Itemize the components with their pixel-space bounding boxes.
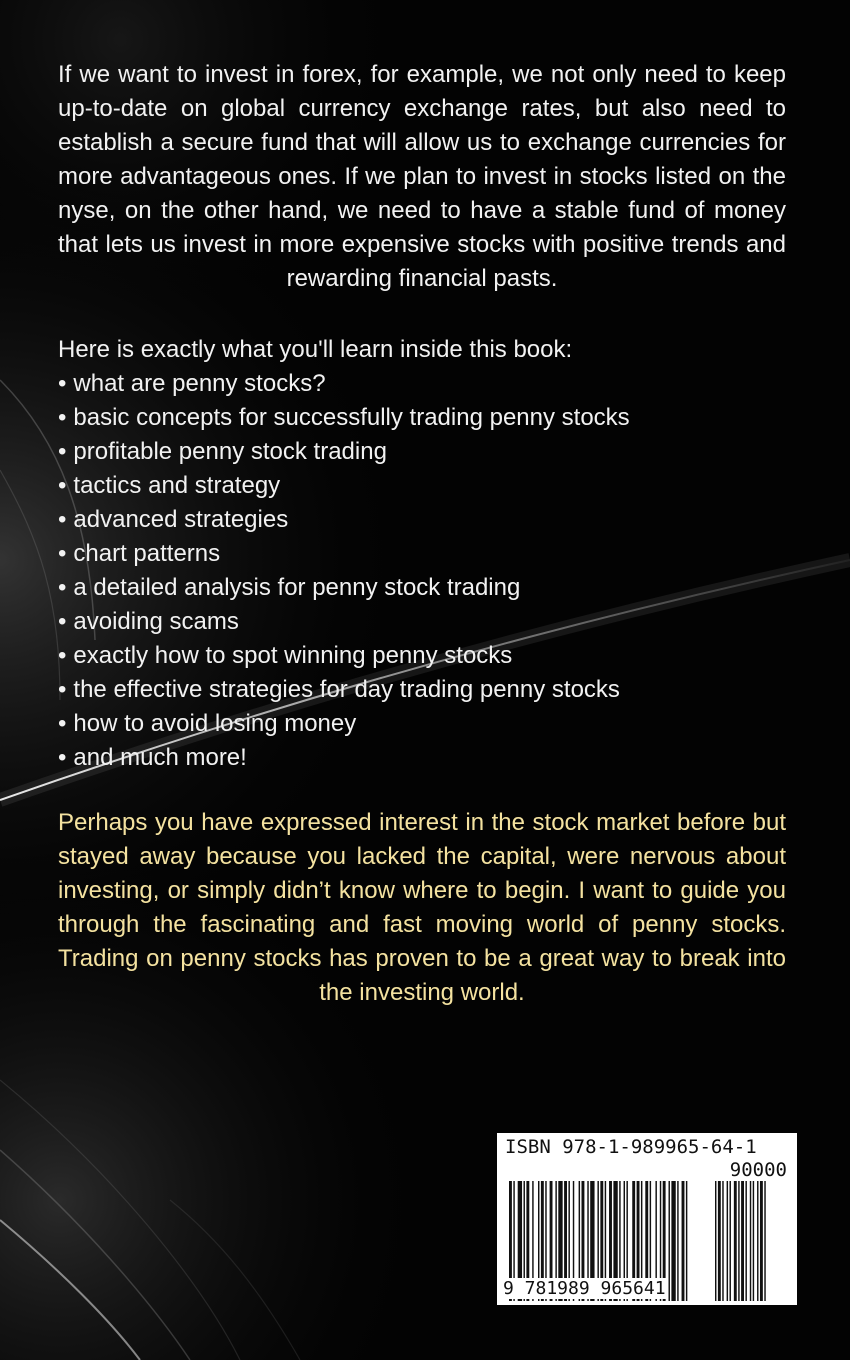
intro-paragraph: If we want to invest in forex, for example, we not only need to keep up-to-date on global currency exchange rates, but also need to establish a secure fund that will allow us to exchange currencies for more advantageous ones. If we plan to invest in stocks listed on the nyse, on the other hand, we need to have a stable fund of money that lets us invest in more expensive stocks with positive trends and rewarding financial pasts. bbox=[58, 61, 786, 292]
barcode-bar bbox=[730, 1181, 731, 1301]
list-item: • exactly how to spot winning penny stocks bbox=[58, 639, 786, 673]
barcode-bar bbox=[677, 1181, 678, 1301]
list-item: • basic concepts for successfully trading penny stocks bbox=[58, 401, 786, 435]
closing-paragraph: Perhaps you have expressed interest in the stock market before but stayed away because you lacked the capital, were nervous about investing, or simply didn’t know where to begin. I want to guide you through the fascinating and fast moving world of penny stocks. Trading on penny stocks has proven to be a great way to break into the investing world. bbox=[58, 809, 786, 1006]
learn-list bbox=[58, 367, 786, 775]
barcode-bar bbox=[753, 1181, 754, 1301]
price-code: 90000 bbox=[729, 1159, 787, 1181]
list-item: • advanced strategies bbox=[58, 503, 786, 537]
list-item: • tactics and strategy bbox=[58, 469, 786, 503]
barcode-bar bbox=[682, 1181, 685, 1301]
list-item: • the effective strategies for day trading penny stocks bbox=[58, 673, 786, 707]
barcode-bar bbox=[745, 1181, 746, 1301]
barcode-bar bbox=[671, 1181, 675, 1301]
list-item: • how to avoid losing money bbox=[58, 707, 786, 741]
barcode-bar bbox=[750, 1181, 751, 1301]
isbn-barcode bbox=[497, 1133, 797, 1305]
list-item: • and much more! bbox=[58, 741, 786, 775]
learn-section bbox=[58, 333, 786, 775]
barcode-bar bbox=[715, 1181, 716, 1301]
barcode-bar bbox=[727, 1181, 728, 1301]
list-item: • avoiding scams bbox=[58, 605, 786, 639]
isbn-label: ISBN 978-1-989965-64-1 bbox=[505, 1136, 757, 1158]
ean-digits: 9 781989 965641 bbox=[503, 1278, 666, 1299]
barcode-bar bbox=[760, 1181, 763, 1301]
barcode-bar bbox=[686, 1181, 687, 1301]
barcode-bar bbox=[669, 1181, 670, 1301]
list-item: • a detailed analysis for penny stock trading bbox=[58, 571, 786, 605]
list-item: • profitable penny stock trading bbox=[58, 435, 786, 469]
list-item: • chart patterns bbox=[58, 537, 786, 571]
barcode-bar bbox=[718, 1181, 721, 1301]
barcode-bar bbox=[722, 1181, 723, 1301]
barcode-bar bbox=[734, 1181, 737, 1301]
barcode-bar bbox=[741, 1181, 744, 1301]
learn-heading: Here is exactly what you'll learn inside this book: bbox=[58, 336, 573, 363]
barcode-bar bbox=[757, 1181, 758, 1301]
barcode-bar bbox=[764, 1181, 765, 1301]
list-item: • what are penny stocks? bbox=[58, 367, 786, 401]
barcode-bar bbox=[738, 1181, 739, 1301]
